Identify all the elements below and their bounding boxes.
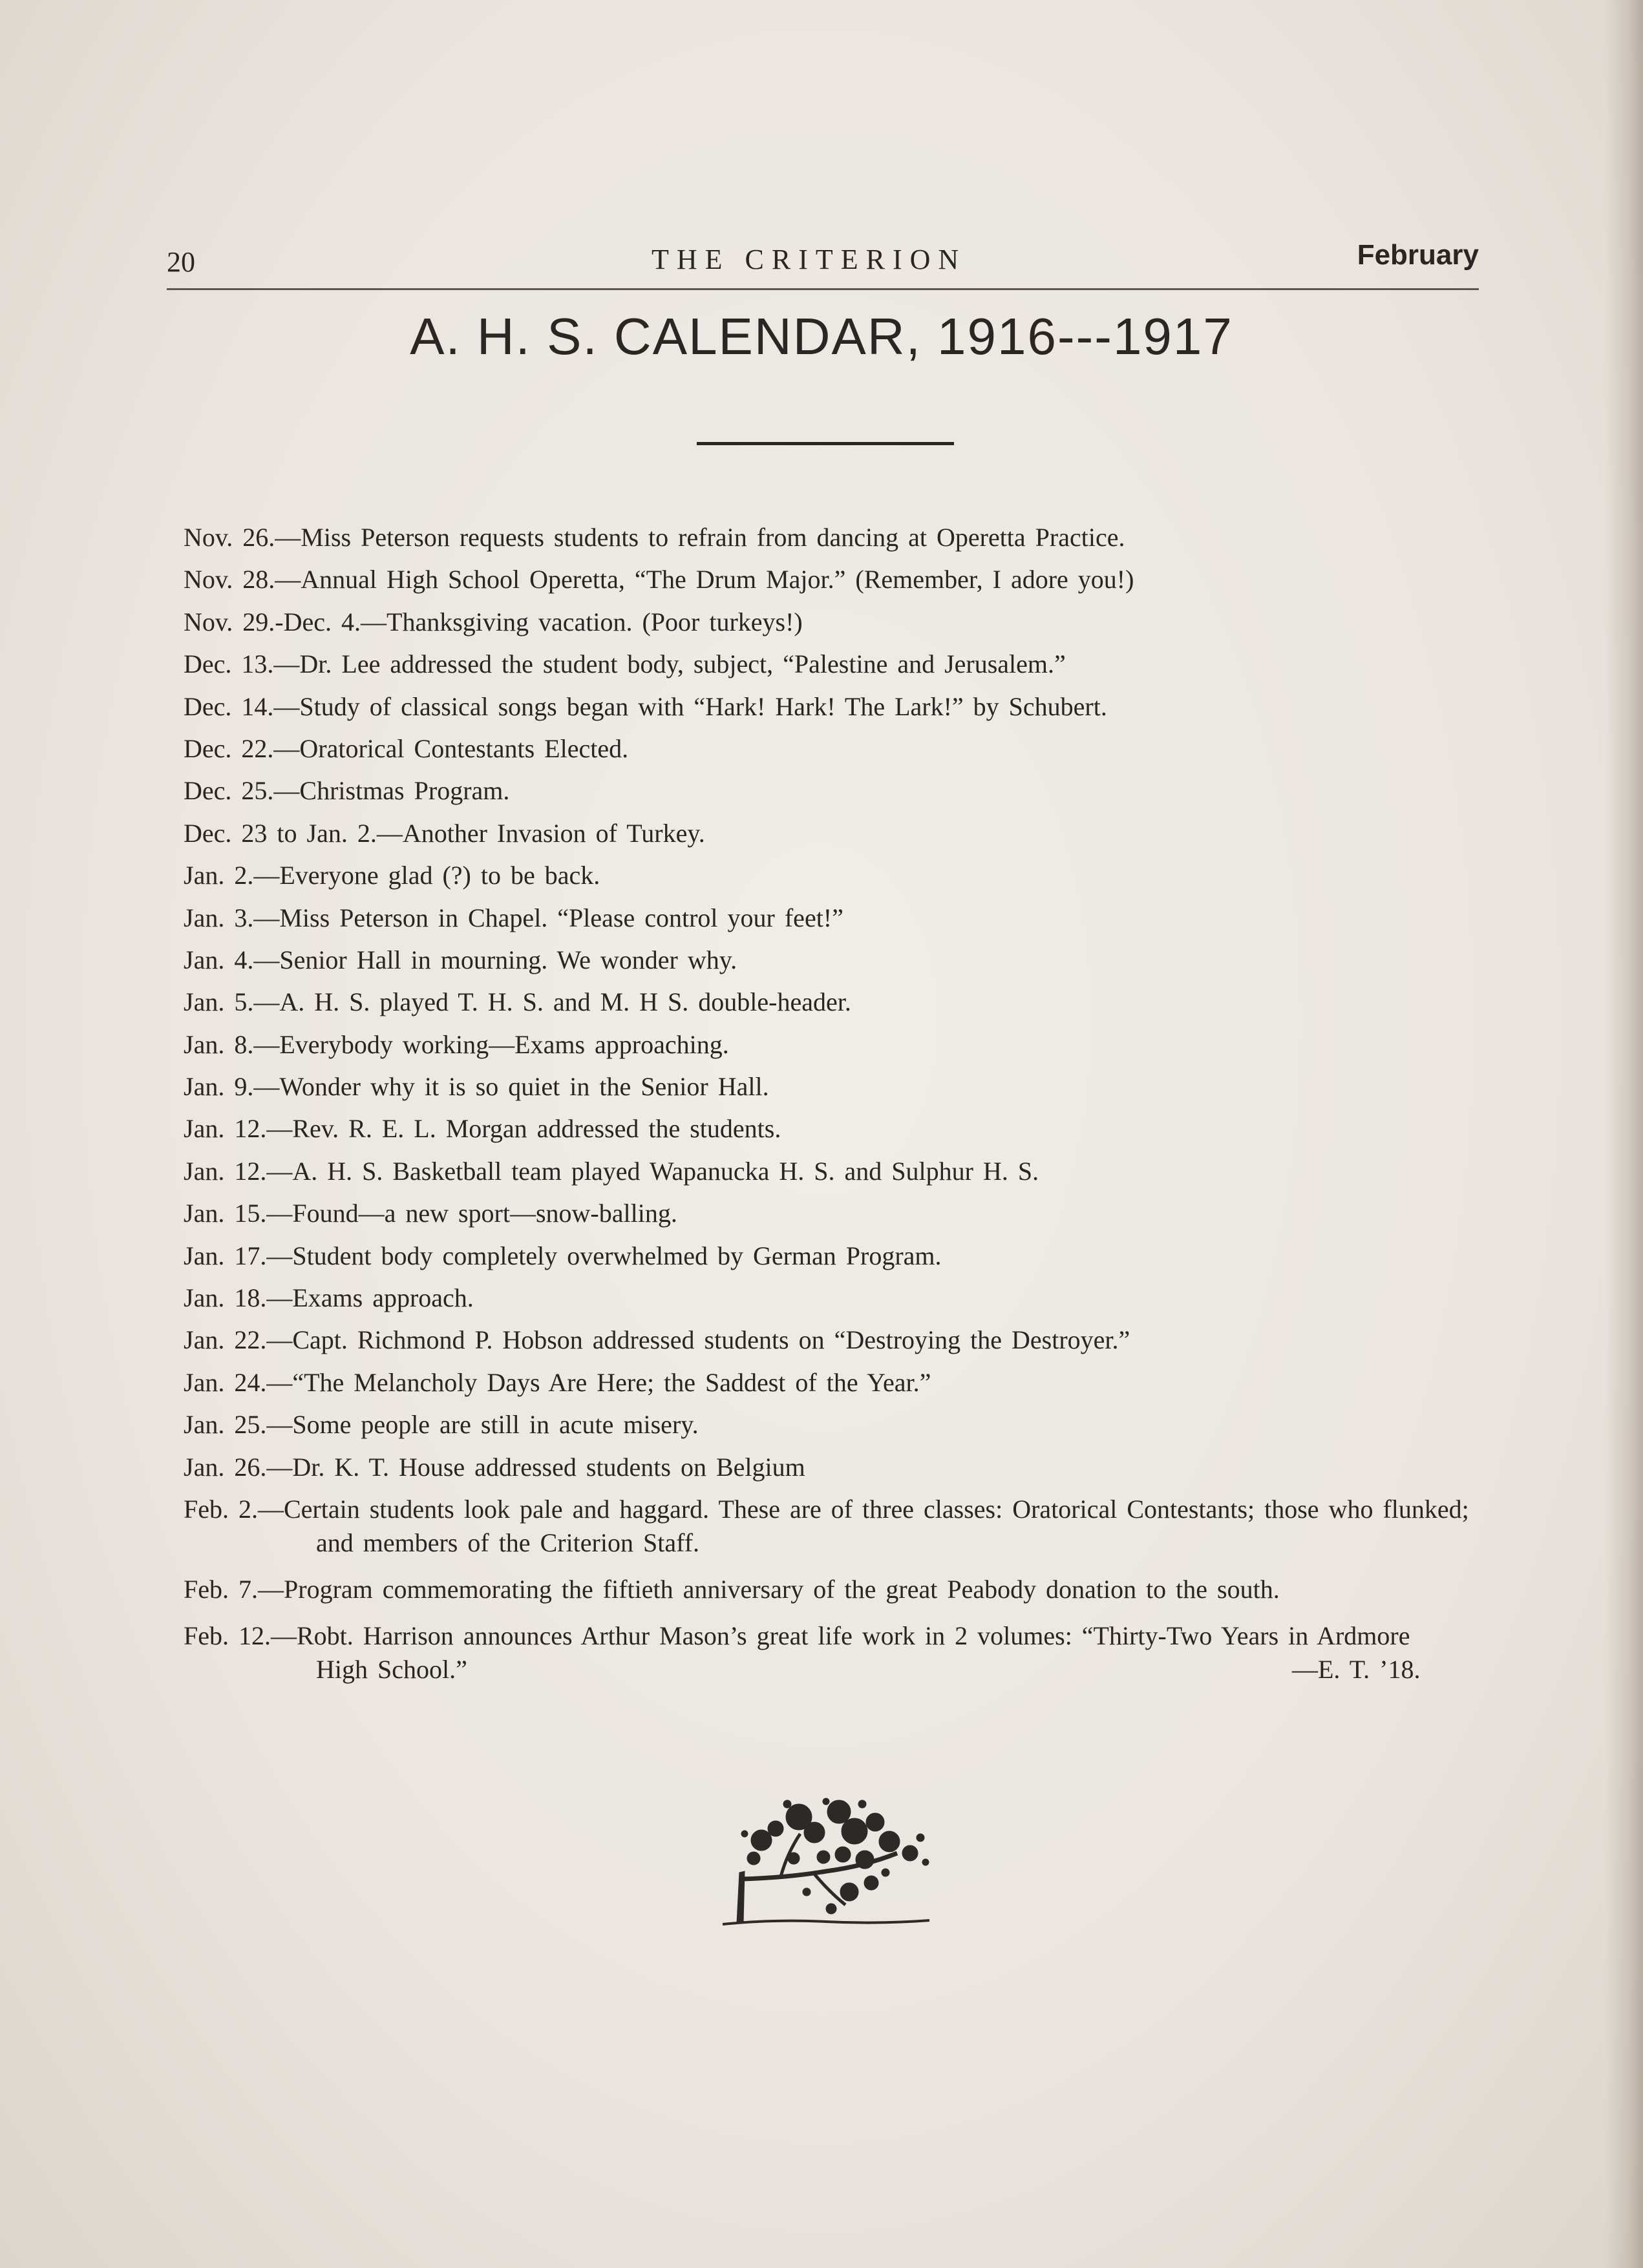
calendar-entry: Jan. 2.—Everyone glad (?) to be back. bbox=[184, 861, 600, 890]
title-divider bbox=[697, 442, 954, 445]
calendar-entry: Dec. 13.—Dr. Lee addressed the student body, subject, “Palestine and Jerusalem.” bbox=[184, 649, 1066, 679]
calendar-entry: Dec. 23 to Jan. 2.—Another Invasion of Turkey. bbox=[184, 818, 705, 848]
calendar-entry: Dec. 25.—Christmas Program. bbox=[184, 776, 510, 806]
calendar-entry: Jan. 22.—Capt. Richmond P. Hobson addressed students on “Destroying the Destroyer.” bbox=[184, 1325, 1130, 1355]
calendar-entry: Jan. 17.—Student body completely overwhelmed by German Program. bbox=[184, 1241, 942, 1270]
page-number: 20 bbox=[167, 246, 195, 278]
calendar-entry: Jan. 26.—Dr. K. T. House addressed students on Belgium bbox=[184, 1452, 805, 1482]
calendar-entry: Jan. 3.—Miss Peterson in Chapel. “Please control your feet!” bbox=[184, 903, 843, 932]
calendar-entries bbox=[184, 521, 1470, 1695]
calendar-entry: Jan. 24.—“The Melancholy Days Are Here; the Saddest of the Year.” bbox=[184, 1367, 931, 1397]
tree-ornament-icon bbox=[716, 1795, 936, 1931]
calendar-entry: Jan. 15.—Found—a new sport—snow-balling. bbox=[184, 1199, 677, 1228]
calendar-entry: Jan. 8.—Everybody working—Exams approaching. bbox=[184, 1029, 729, 1059]
calendar-entry: Jan. 12.—Rev. R. E. L. Morgan addressed the students. bbox=[184, 1114, 781, 1144]
calendar-entry: Jan. 18.—Exams approach. bbox=[184, 1283, 474, 1313]
calendar-entry: Jan. 5.—A. H. S. played T. H. S. and M. H S. double-header. bbox=[184, 987, 851, 1017]
calendar-entry: Jan. 4.—Senior Hall in mourning. We wonder why. bbox=[184, 945, 737, 974]
calendar-entry: Nov. 28.—Annual High School Operetta, “The Drum Major.” (Remember, I adore you!) bbox=[184, 565, 1134, 594]
calendar-entry: Jan. 12.—A. H. S. Basketball team played Wapanucka H. S. and Sulphur H. S. bbox=[184, 1156, 1039, 1186]
calendar-entry-last: Feb. 12.—Robt. Harrison announces Arthur Mason’s great life work in 2 volumes: “Thirty-Two Years in Ardmore High School.” —E. T. ’18. bbox=[184, 1621, 1421, 1684]
calendar-entry: Nov. 26.—Miss Peterson requests students to refrain from dancing at Operetta Practice. bbox=[184, 523, 1125, 552]
calendar-entry: Dec. 22.—Oratorical Contestants Elected. bbox=[184, 733, 629, 763]
calendar-entry: Feb. 2.—Certain students look pale and haggard. These are of three classes: Oratorical Contestants; those who flunked; and members of the Criterion Staff. bbox=[184, 1494, 1469, 1557]
calendar-entry: Jan. 25.—Some people are still in acute misery. bbox=[184, 1410, 699, 1440]
issue-month: February bbox=[1357, 239, 1479, 271]
calendar-entry: Dec. 14.—Study of classical songs began with “Hark! Hark! The Lark!” by Schubert. bbox=[184, 691, 1107, 721]
running-header bbox=[167, 239, 1479, 290]
page-title: A. H. S. CALENDAR, 1916---1917 bbox=[410, 308, 1233, 365]
calendar-entry-text: Feb. 12.—Robt. Harrison announces Arthur Mason’s great life work in 2 volumes: “Thirty-Two Years in Ardmore High School.” bbox=[184, 1621, 1410, 1684]
calendar-entry: Nov. 29.-Dec. 4.—Thanksgiving vacation. (Poor turkeys!) bbox=[184, 607, 803, 636]
calendar-entry: Jan. 9.—Wonder why it is so quiet in the Senior Hall. bbox=[184, 1072, 769, 1102]
calendar-entry: Feb. 7.—Program commemorating the fiftieth anniversary of the great Peabody donation to the south. bbox=[184, 1574, 1280, 1604]
running-title: THE CRITERION bbox=[652, 244, 967, 275]
